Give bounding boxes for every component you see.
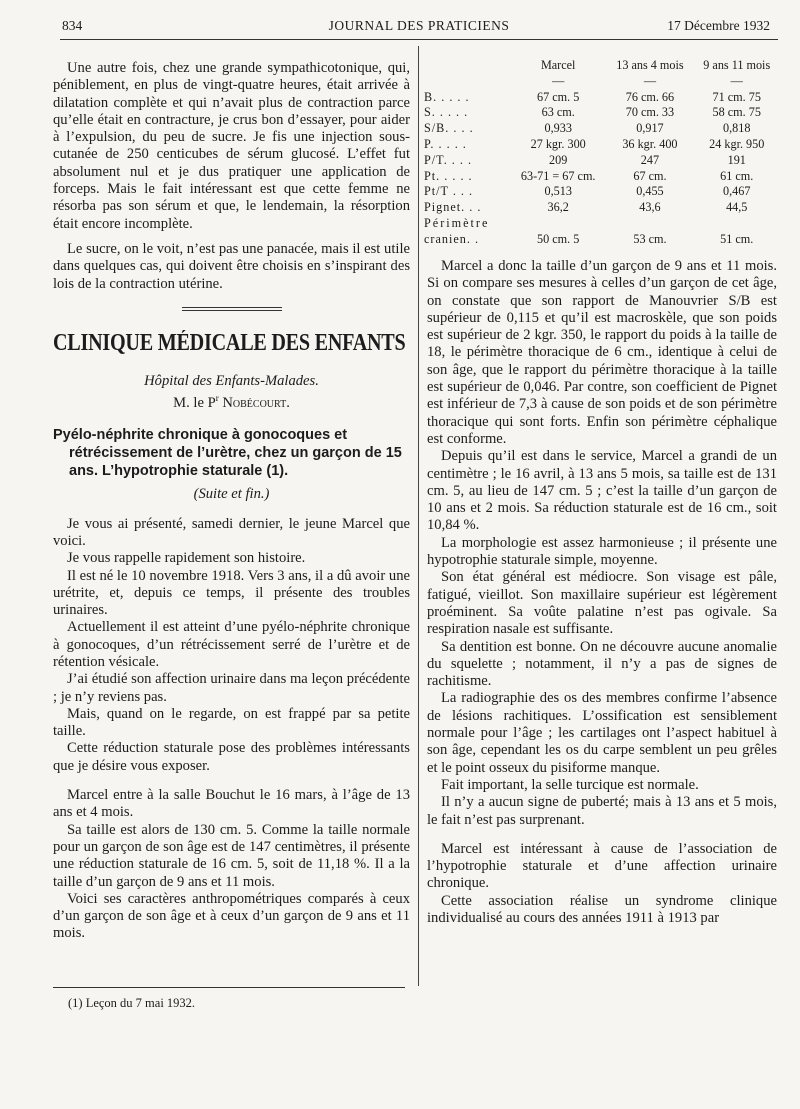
paragraph: Je vous ai présenté, samedi dernier, le jeune Marcel que voici. <box>53 515 410 549</box>
right-column <box>427 258 777 927</box>
paragraph: Il n’y a aucun signe de puberté; mais à 13 ans et 5 mois, le fait n’est pas surprenant. <box>427 794 777 828</box>
paragraph: Cette association réalise un syndrome clinique individualisé au cours des années 1911 à 1913 par <box>427 892 777 926</box>
table-row: Pt. . . . . 63-71 = 67 cm. 67 cm. 61 cm. <box>424 168 754 183</box>
paragraph: Il est né le 10 novembre 1918. Vers 3 ans, il a dû avoir une urétrite, et, depuis ce temps, il présente des troubles urinaires. <box>53 567 410 619</box>
lecture-title: Pyélo-néphrite chronique à gonocoques et rétrécissement de l’urètre, chez un garçon de 15 ans. L’hypotrophie staturale (1). <box>53 427 402 480</box>
table-row: Pignet. . . 36,2 43,6 44,5 <box>424 200 748 215</box>
paragraph: Voici ses caractères anthropométriques comparés à ceux d’un garçon de son âge et à ceux d’un garçon de 9 ans et 11 mois. <box>53 890 410 942</box>
paragraph: J’ai étudié son affection urinaire dans ma leçon précédente ; je n’y reviens pas. <box>53 671 410 705</box>
table-header-row: Marcel 13 ans 4 mois 9 ans 11 mois <box>540 58 771 72</box>
paragraph: Une autre fois, chez une grande sympathicotonique, qui, péniblement, en plus de vingt-quatre heures, était arrivée à dilatation complète et qui n’avait plus de contraction parce qu’elle était en contracture, je crus bon d’essayer, pour aider à l’expulsion, du peu de sucre. Je fis une injection sous-cutanée de 250 centicubes de sérum glucosé. L’effet fut absolument nul et je dus pratiquer une application de forceps. Mais le fait intéressant est que cette femme ne résorba pas son sérum et que, le lendemain, la résorption était encore incomplète. <box>53 60 410 232</box>
suite-note: (Suite et fin.) <box>193 486 270 503</box>
paragraph: Mais, quand on le regarde, on est frappé par sa petite taille. <box>53 705 410 740</box>
section-divider <box>182 307 282 311</box>
paragraph: La radiographie des os des membres confirme l’absence de lésions rachitiques. L’ossification est sensiblement normale pour l’âge ; les cartilages ont l’aspect habituel à son âge, cependant les os du carpe semblent un peu grêles et le point osseux du pisiforme manque. <box>427 690 777 776</box>
footnote-rule <box>53 987 405 988</box>
table-row: Périmètre <box>424 215 490 230</box>
paragraph: Marcel est intéressant à cause de l’association de l’hypotrophie staturale et d’une affection urinaire chronique. <box>427 840 777 892</box>
issue-date: 17 Décembre 1932 <box>667 18 770 33</box>
column-divider <box>418 46 419 986</box>
left-column <box>53 60 410 943</box>
paragraph: La morphologie est assez harmonieuse ; il présente une hypotrophie staturale simple, moyenne. <box>427 534 777 569</box>
page-header <box>62 18 776 40</box>
section-title: CLINIQUE MÉDICALE DES ENFANTS <box>53 329 406 356</box>
paragraph: Marcel entre à la salle Bouchut le 16 mars, à l’âge de 13 ans et 4 mois. <box>53 787 410 821</box>
paragraph: Le sucre, on le voit, n’est pas une panacée, mais il est utile dans quelques cas, qui doivent être choisis en s’inspirant des lois de la contraction utérine. <box>53 240 410 292</box>
table-row: P. . . . . 27 kgr. 300 36 kgr. 400 24 kgr. 950 <box>424 136 765 151</box>
table-row: S/B. . . . 0,933 0,917 0,818 <box>424 121 751 136</box>
paragraph: Marcel a donc la taille d’un garçon de 9 ans et 11 mois. Si on compare ses mesures à celles d’un garçon de cet âge, on constate que son rapport de Manouvrier S/B est supérieur de 0,115 et qu’il est macroskèle, que son poids est supérieur de 2 kgr. 350, le rapport du poids à la taille de 18, le périmètre thoracique de 6 cm., identique à celui de son âge, que le rapport du périmètre thoracique à la taille est supérieur de 0,046. Par contre, son coefficient de Pignet est inférieur de 7,3 à cause de son poids et de son périmètre thoracique qui sont forts. Enfin son périmètre céphalique est conforme. <box>427 258 777 447</box>
anthropometric-table <box>424 58 780 248</box>
paragraph: Je vous rappelle rapidement son histoire. <box>67 550 306 567</box>
paragraph: Cette réduction staturale pose des problèmes intéressants que je désire vous exposer. <box>53 740 410 774</box>
professor-line: M. le $P^r$ Nobécourt. <box>173 393 290 412</box>
table-row: B. . . . . 67 cm. 5 76 cm. 66 71 cm. 75 <box>424 89 761 104</box>
table-row: cranien. . 50 cm. 5 53 cm. 51 cm. <box>424 231 754 246</box>
table-row: Pt/T . . . 0,513 0,455 0,467 <box>424 184 751 199</box>
table-row: P/T. . . . 209 247 191 <box>424 152 746 167</box>
paragraph: Fait important, la selle turcique est normale. <box>441 776 699 793</box>
table-row: S. . . . . 63 cm. 70 cm. 33 58 cm. 75 <box>424 105 761 120</box>
footnote: (1) Leçon du 7 mai 1932. <box>68 996 196 1010</box>
journal-title: JOURNAL DES PRATICIENS <box>328 18 510 33</box>
hospital-name: Hôpital des Enfants-Malades. <box>144 372 319 389</box>
paragraph: Actuellement il est atteint d’une pyélo-néphrite chronique à gonocoques, d’un rétrécissement serré de l’urètre et de rétention vésicale. <box>53 619 410 670</box>
table-dash-row: — — — <box>552 73 743 88</box>
paragraph: Sa dentition est bonne. On ne découvre aucune anomalie du squelette ; notamment, il n’y a pas de signes de rachitisme. <box>427 638 777 690</box>
paragraph: Sa taille est alors de 130 cm. 5. Comme la taille normale pour un garçon de son âge est de 147 centimètres, il présente une réduction staturale de 16 cm. 5, soit de 11,18 %. Il a la taille d’un garçon de 9 ans et 11 mois. <box>53 821 410 890</box>
paragraph: Depuis qu’il est dans le service, Marcel a grandi de un centimètre ; le 16 avril, à 13 ans 5 mois, sa taille est de 131 cm. 5, au lieu de 147 cm. 5 ; c’est la taille d’un garçon de 10 ans et 2 mois. Sa réduction staturale est de 16 cm., soit 10,84 %. <box>427 448 777 534</box>
paragraph: Son état général est médiocre. Son visage est pâle, fatigué, vieillot. Son maxillaire supérieur est légèrement proéminent. Sa voûte palatine n’est pas ogivale. Sa respiration nasale est suffisante. <box>427 569 777 638</box>
page-number: 834 <box>62 18 83 33</box>
header-rule <box>60 39 778 40</box>
